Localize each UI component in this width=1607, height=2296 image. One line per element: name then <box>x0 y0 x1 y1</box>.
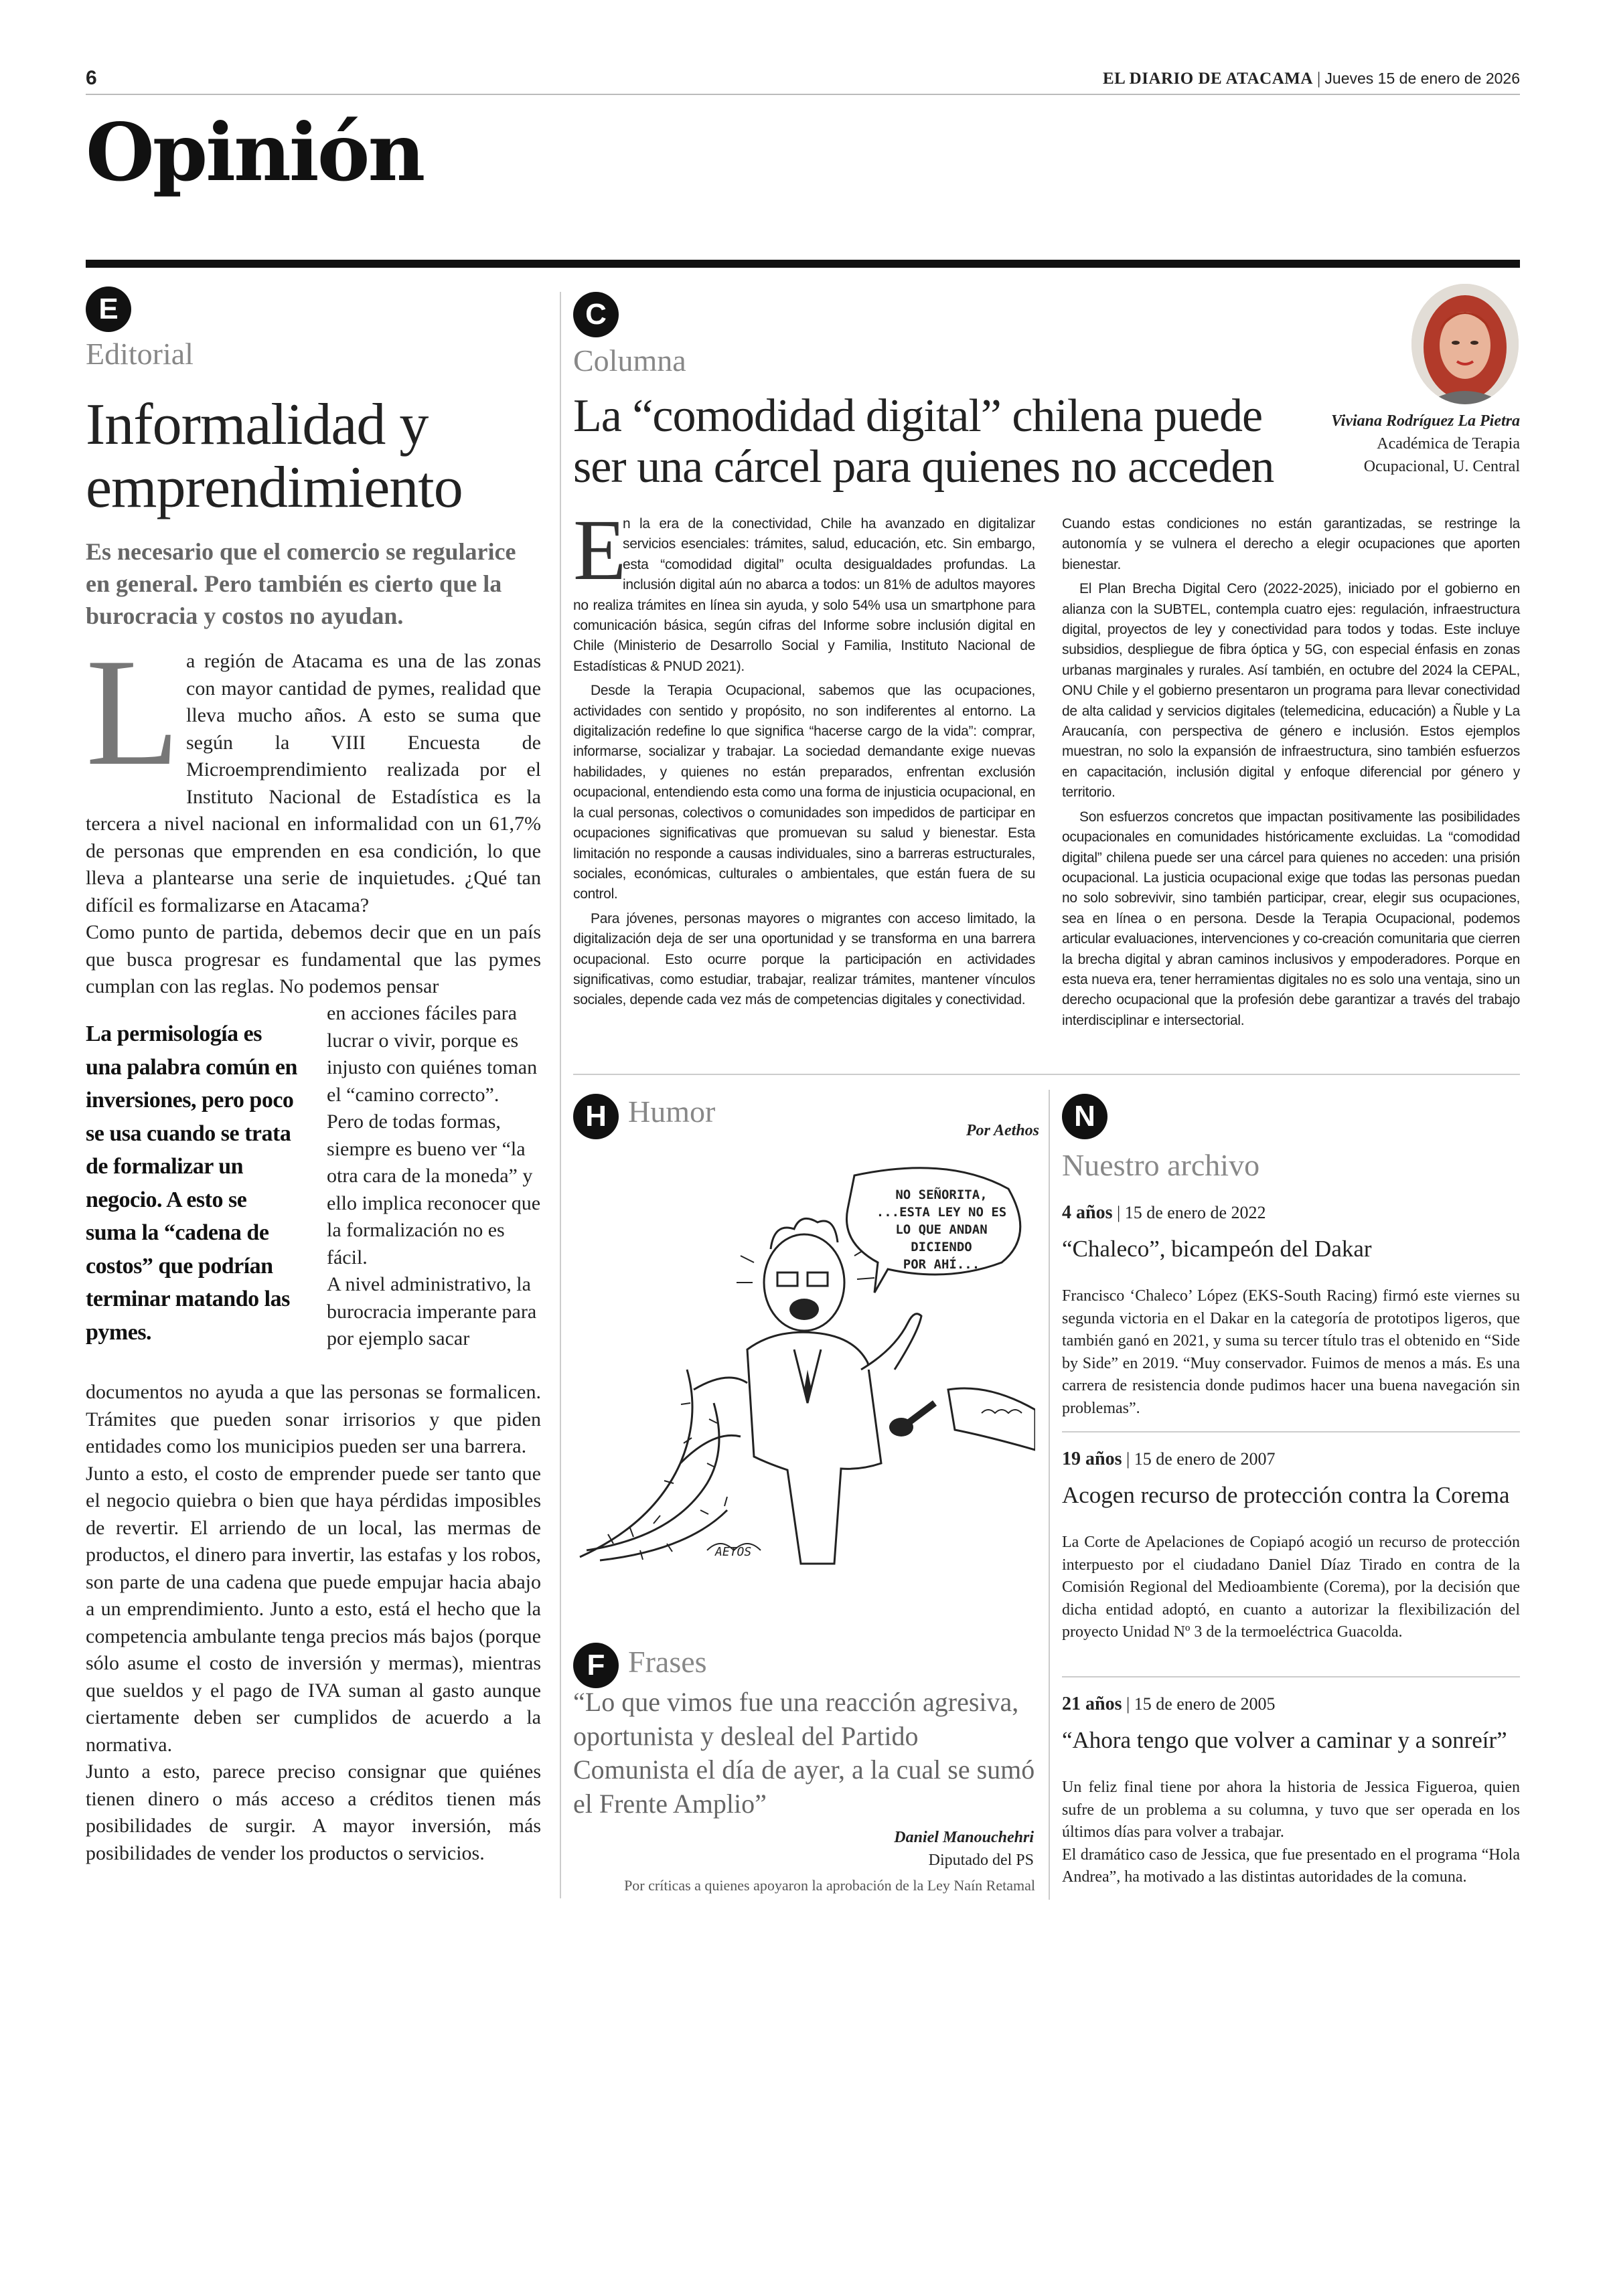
column-paragraph-6: Son esfuerzos concretos que impactan positivamente las posibilidades ocupacionales en comunidades históricamente excluidas. La “comodidad digital” chilena puede ser una cárcel para quienes no acceden: una prisión ocupacional. La justicia ocupacional exige que todas las personas puedan no solo sobrevivir, sino también participar, crear, elegir sus ocupaciones, sea en línea o en persona. Desde la Terapia Ocupacional, podemos articular evaluaciones, intervenciones y co-creación comunitaria que cierren la brecha digital y abran caminos inclusivos y empoderadores. Porque en esta nueva era, tener herramientas digitales no es solo una ventaja, sino un derecho ocupacional que la profesión debe garantizar a través del trabajo interdisciplinar e intersectorial. <box>1062 809 1520 1028</box>
bubble-line-4: DICIENDO <box>911 1240 972 1254</box>
editorial-paragraph-4b: documentos no ayuda a que las personas se formalicen. Trámites que pueden sonar irrisorios y que piden entidades como los municipios pueden ser una barrera. <box>86 1381 541 1457</box>
author-photo <box>1411 284 1519 404</box>
cartoon-signature: AETOS <box>715 1545 752 1559</box>
editorial-body-top <box>86 627 541 1001</box>
column-dropcap: E <box>573 502 627 598</box>
frases-author: Daniel Manouchehri <box>894 1829 1034 1846</box>
archivo-item-3-text: Un feliz final tiene por ahora la historia de Jessica Figueroa, quien sufre de un problema a su columna, y tuvo que ser operada en los últimos días para volver a trabajar. <box>1062 1779 1520 1841</box>
column-divider <box>560 292 561 1898</box>
section-rule <box>86 260 1520 268</box>
cartoon <box>573 1149 1035 1577</box>
separator: | <box>1126 1694 1134 1714</box>
speech-bubble-text <box>874 1186 1008 1273</box>
author-role-line2: Ocupacional, U. Central <box>1363 458 1520 475</box>
archivo-item-3-date: 15 de enero de 2005 <box>1134 1694 1276 1714</box>
author-portrait-icon <box>1411 284 1519 404</box>
editorial-paragraph-4a: A nivel administrativo, la burocracia imperante para por ejemplo sacar <box>327 1273 537 1349</box>
author-name: Viviana Rodríguez La Pietra <box>1330 412 1520 430</box>
bubble-line-2: ...ESTA LEY NO ES <box>876 1205 1007 1220</box>
archivo-item-3-meta <box>1062 1694 1520 1715</box>
column-paragraph-4: Cuando estas condiciones no están garantizadas, se restringe la autonomía y se vulnera el derecho a elegir ocupaciones que aporten bienestar. <box>1062 516 1520 572</box>
editorial-paragraph-2a: Como punto de partida, debemos decir que en un país que busca progresar es fundamental que las pymes cumplan con las reglas. No podemos pensar <box>86 921 541 997</box>
issue-date: Jueves 15 de enero de 2026 <box>1324 70 1520 87</box>
humor-badge: H <box>573 1094 619 1139</box>
column-body-col1 <box>573 502 1035 1011</box>
editorial-paragraph-5: Junto a esto, el costo de emprender puede ser tanto que el negocio quiebra o bien que haya pérdidas imposibles de revertir. El arriendo de un local, las mermas de productos, el dinero para invertir, las estafas y los robos, son parte de una cadena que puede empujar hacia abajo a un emprendimiento. Junto a esto, está el hecho que la competencia ambulante tenga precios más bajos (porque sólo asume el costo de inversión y mermas), mientras que sueldos y el pago de IVA suman al gasto aunque ciertamente deben ser cumplidos de acuerdo a la normativa. <box>86 1462 541 1756</box>
archivo-item-1-text: Francisco ‘Chaleco’ López (EKS-South Racing) firmó este viernes su segunda victoria en el Dakar en la categoría de prototipos ligeros, que también ganó en 2021, y suma su tercer título tras el obtenido en “Side by Side” en 2019. “Muy conservador. Fuimos de menos a más. Es una carrera de resistencia donde pudimos hacer una buena navegación sin problemas”. <box>1062 1287 1520 1417</box>
archivo-item-1-years: 4 años <box>1062 1202 1113 1223</box>
editorial-badge: E <box>86 286 131 332</box>
column-bottom-rule <box>573 1074 1520 1075</box>
frases-role: Diputado del PS <box>928 1852 1034 1869</box>
archivo-item-2 <box>1062 1449 1520 1644</box>
archivo-item-3-title: “Ahora tengo que volver a caminar y a sonreír” <box>1062 1727 1507 1753</box>
archivo-item-2-title: Acogen recurso de protección contra la Corema <box>1062 1482 1510 1508</box>
frases-quote: “Lo que vimos fue una reacción agresiva, oportunista y desleal del Partido Comunista el día de ayer, a la cual se sumó el Frente Amplio” <box>573 1687 1035 1819</box>
bubble-line-3: LO QUE ANDAN <box>895 1222 988 1237</box>
editorial-kicker: Editorial <box>86 337 194 371</box>
column-body-col2 <box>1062 514 1520 1031</box>
page-number: 6 <box>86 67 97 89</box>
column-title: La “comodidad digital” chilena puede ser una cárcel para quienes no acceden <box>573 390 1274 493</box>
archivo-item-1-date: 15 de enero de 2022 <box>1124 1203 1266 1222</box>
frases-attribution <box>894 1826 1034 1872</box>
humor-archive-divider <box>1049 1090 1050 1900</box>
editorial-lead: Es necesario que el comercio se regularice en general. Pero también es cierto que la burocracia y costos no ayudan. <box>86 538 516 629</box>
column-paragraph-2: Desde la Terapia Ocupacional, sabemos que las ocupaciones, actividades con sentido y propósito, no son indiferentes al entorno. La digitalización redefine lo que significa “hacerse cargo de la vida”: comprar, informarse, socializar y trabajar. La sociedad demandante exige nuevas habilidades, y quienes no están preparados, enfrentan exclusión ocupacional, entendiendo esta como una forma de injusticia ocupacional, en la cual personas, colectivos o comunidades son impedidos de participar en ocupaciones significativas que promuevan su salud y bienestar. Esta limitación no responde a causas individuales, sino a barreras estructurales, sociales, económicas, culturales o ambientales, que están fuera de su control. <box>573 683 1035 902</box>
humor-byline: Por Aethos <box>966 1122 1039 1139</box>
archivo-rule-1 <box>1062 1431 1520 1432</box>
archivo-item-1-title: “Chaleco”, bicampeón del Dakar <box>1062 1236 1372 1262</box>
separator: | <box>1116 1203 1125 1222</box>
masthead-line <box>1103 70 1520 88</box>
archivo-item-1 <box>1062 1202 1520 1420</box>
column-paragraph-3: Para jóvenes, personas mayores o migrantes con acceso limitado, la digitalización deja de ser una oportunidad y se transforma en una barrera ocupacional. Esto ocurre porque la participación en actividades significativas, como estudiar, trabajar, realizar trámites, mantener vínculos sociales, depende cada vez más de competencias digitales y conectividad. <box>573 910 1035 1008</box>
archivo-item-2-meta <box>1062 1449 1520 1470</box>
separator: | <box>1317 70 1325 88</box>
bubble-line-1: NO SEÑORITA, <box>895 1187 988 1202</box>
editorial-paragraph-2b: en acciones fáciles para lucrar o vivir, porque es injusto con quiénes toman el “camino correcto”. <box>327 1002 538 1106</box>
archivo-item-2-text: La Corte de Apelaciones de Copiapó acogió un recurso de protección interpuesto por el ciudadano Daniel Díaz Tirado en contra de la Comisión Regional del Medioambiente (Corema), por la decisión que dicha entidad adoptó, en cuanto a autorizar la flexibilización del proyecto Unidad Nº 3 de la termoeléctrica Guacolda. <box>1062 1534 1520 1641</box>
column-paragraph-1: n la era de la conectividad, Chile ha avanzado en digitalizar servicios esenciales: trámites, salud, educación, etc. Sin embargo, esta “comodidad digital” oculta desigualdades profundas. La inclusión digital aún no abarca a todos: un 81% de adultos mayores no realiza trámites en línea sin ayuda, y solo 54% usa un smartphone para comunicación básica, según cifras del Informe sobre inclusión digital en Chile (Ministerio de Desarrollo Social y Familia, Instituto Nacional de Estadísticas & PNUD 2021). <box>573 516 1035 674</box>
archivo-item-3-years: 21 años <box>1062 1694 1122 1714</box>
editorial-paragraph-1: a región de Atacama es una de las zonas con mayor cantidad de pymes, realidad que lleva mucho años. A esto se suma que según la VIII Encuesta de Microemprendimiento realizada por el Instituto Nacional de Estadística es la tercera a nivel nacional en informalidad con un 61,7% de personas que emprenden en esa condición, lo que lleva a plantearse una serie de inquietudes. ¿Qué tan difícil es formalizarse en Atacama? <box>86 650 541 916</box>
bubble-line-5: POR AHÍ... <box>903 1257 980 1272</box>
frases-kicker: Frases <box>628 1645 707 1679</box>
column-kicker: Columna <box>573 343 686 378</box>
archivo-kicker: Nuestro archivo <box>1062 1148 1260 1182</box>
frases-badge: F <box>573 1643 619 1688</box>
humor-kicker: Humor <box>628 1094 716 1129</box>
archivo-item-3 <box>1062 1694 1520 1889</box>
header-rule <box>86 94 1520 95</box>
archivo-rule-2 <box>1062 1676 1520 1677</box>
author-block <box>1331 410 1520 478</box>
archivo-item-2-years: 19 años <box>1062 1449 1122 1469</box>
column-paragraph-5: El Plan Brecha Digital Cero (2022-2025), iniciado por el gobierno en alianza con la SUBTEL, contempla cuatro ejes: regulación, infraestructura digital, proyectos de ley y conectividad para todos y todas. Este incluye subsidios, despliegue de fibra óptica y 5G, con especial énfasis en zonas urbanas marginales y rurales. Así también, en octubre del 2024 la CEPAL, ONU Chile y el gobierno presentaron un programa para llevar conectividad de alta calidad y servicios digitales (telemedicina, educación) a Ñuble y La Araucanía, con perspectiva de género e inclusión. Estos ejemplos muestran, no solo la expansión de infraestructura, sino también esfuerzos en capacitación, inclusión digital y enfoque diferencial por género y territorio. <box>1062 581 1520 801</box>
archivo-item-2-date: 15 de enero de 2007 <box>1134 1449 1276 1469</box>
editorial-body-bottom <box>86 1379 541 1867</box>
editorial-title: Informalidad y emprendimiento <box>86 392 463 520</box>
section-title: Opinión <box>86 106 424 199</box>
editorial-body-side <box>327 1000 541 1353</box>
editorial-paragraph-6: Junto a esto, parece preciso consignar que quiénes tienen dinero o más acceso a créditos tienen más posibilidades de surgir. A mayor inversión, más posibilidades de vender los productos o servicios. <box>86 1760 541 1864</box>
archivo-badge: N <box>1062 1094 1107 1139</box>
archivo-item-1-meta <box>1062 1202 1520 1224</box>
archivo-item-3-text-2: El dramático caso de Jessica, que fue presentado en el programa “Hola Andrea”, ha motivado a las distintas autoridades de la comuna. <box>1062 1846 1520 1886</box>
editorial-pullquote: La permisología es una palabra común en inversiones, pero poco se usa cuando se trata de formalizar un negocio. A esto se suma la “cadena de costos” que podrían terminar matando las pymes. <box>86 1021 297 1345</box>
newspaper-name: EL DIARIO DE ATACAMA <box>1102 70 1313 88</box>
frases-context: Por críticas a quienes apoyaron la aprobación de la Ley Naín Retamal <box>624 1877 1035 1894</box>
editorial-paragraph-3: Pero de todas formas, siempre es bueno ver “la otra cara de la moneda” y ello implica reconocer que la formalización no es fácil. <box>327 1111 541 1268</box>
column-badge: C <box>573 292 619 337</box>
author-role-line1: Académica de Terapia <box>1377 435 1520 453</box>
separator: | <box>1126 1449 1134 1469</box>
editorial-dropcap: L <box>86 627 180 797</box>
